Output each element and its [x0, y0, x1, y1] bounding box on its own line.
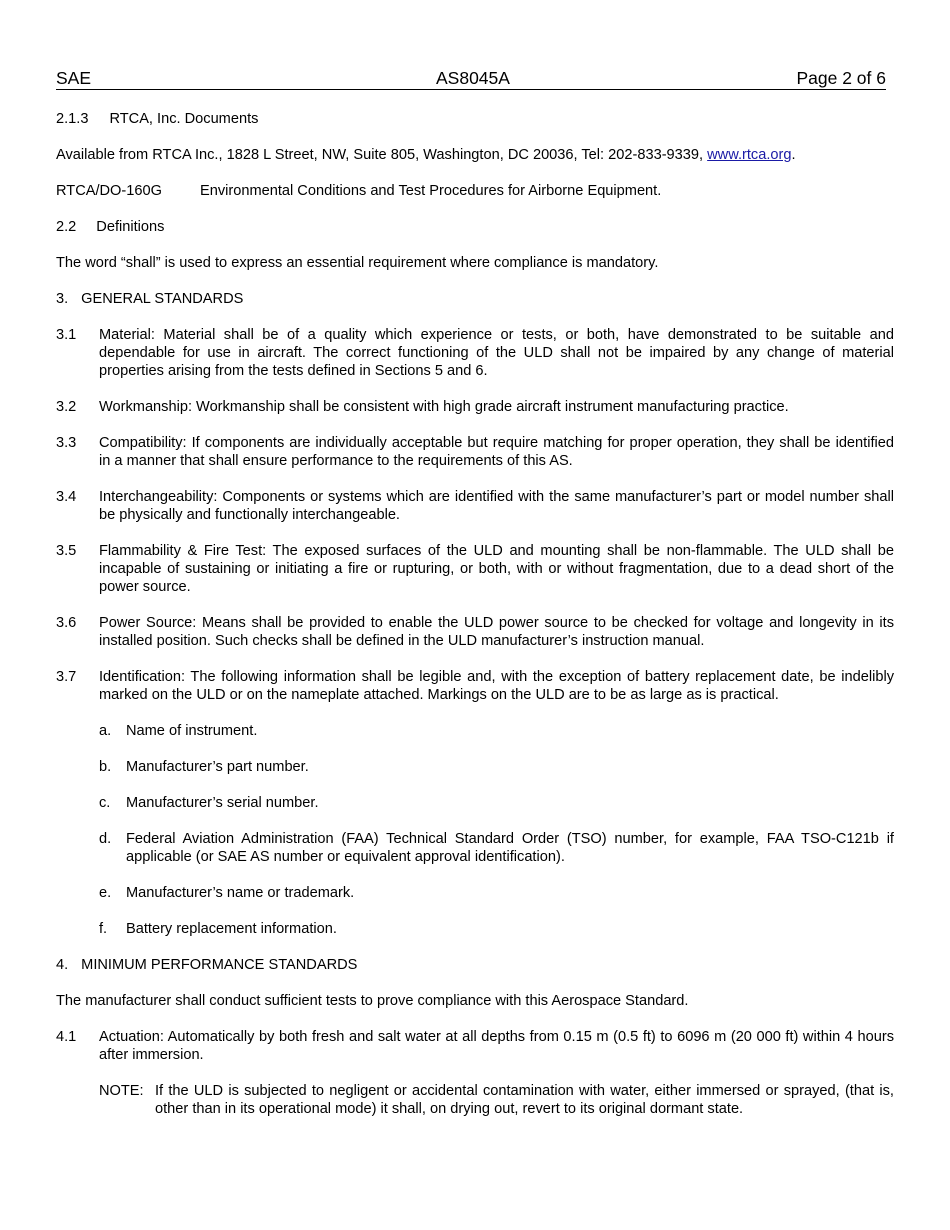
section-title: GENERAL STANDARDS [81, 291, 244, 307]
paragraph-3-4: 3.4 Interchangeability: Components or systems which are identified with the same manufacturer’s part or model number shall be physically and functionally interchangeable. [56, 489, 894, 523]
paragraph-4-1: 4.1 Actuation: Automatically by both fresh and salt water at all depths from 0.15 m (0.5 ft) to 6096 m (20 000 ft) within 4 hours after immersion. [56, 1029, 894, 1063]
document-body [56, 110, 894, 1136]
section-number: 2.2 [56, 219, 77, 235]
reference-code: RTCA/DO-160G [56, 183, 162, 199]
section-number: 4. [56, 957, 69, 973]
list-item: d. Federal Aviation Administration (FAA) Technical Standard Order (TSO) number, for example, FAA TSO-C121b if applicable (or SAE AS number or equivalent approval identification). [99, 831, 894, 865]
header-doc-number: AS8045A [436, 68, 510, 88]
paragraph-3-1: 3.1 Material: Material shall be of a quality which experience or tests, or both, have demonstrated to be suitable and dependable for use in aircraft. The correct functioning of the ULD shall not be impaired by any change of material properties arising from the tests defined in Sections 5 and 6. [56, 327, 894, 379]
reference-entry [56, 182, 894, 200]
section-4-intro: The manufacturer shall conduct sufficient tests to prove compliance with this Aerospace Standard. [56, 993, 689, 1009]
shall-definition: The word “shall” is used to express an essential requirement where compliance is mandatory. [56, 255, 659, 271]
list-item: f. Battery replacement information. [99, 921, 337, 937]
section-4-heading [56, 956, 894, 974]
header-page-number: Page 2 of 6 [796, 68, 886, 88]
paragraph-3-7: 3.7 Identification: The following information shall be legible and, with the exception of battery replacement date, be indelibly marked on the ULD or on the nameplate attached. Markings on the ULD are to be as large as is practical. [56, 669, 894, 703]
section-3-heading [56, 290, 894, 308]
section-number: 2.1.3 [56, 111, 89, 127]
list-item: b. Manufacturer’s part number. [99, 759, 309, 775]
page-header [56, 68, 886, 90]
section-title: MINIMUM PERFORMANCE STANDARDS [81, 957, 358, 973]
note [99, 1082, 894, 1118]
section-title: Definitions [96, 219, 165, 235]
rtca-availability: Available from RTCA Inc., 1828 L Street, NW, Suite 805, Washington, DC 20036, Tel: 202-833-9339, www.rtca.org. [56, 147, 796, 163]
paragraph-3-6: 3.6 Power Source: Means shall be provided to enable the ULD power source to be checked for voltage and longevity in its installed position. Such checks shall be defined in the ULD manufacturer’s instruction manual. [56, 615, 894, 649]
paragraph-3-3: 3.3 Compatibility: If components are individually acceptable but require matching for proper operation, they shall be identified in a manner that shall ensure performance to the requirements of this AS. [56, 435, 894, 469]
section-2-2-heading [56, 218, 894, 236]
note-label: NOTE: [99, 1083, 144, 1099]
list-item: e. Manufacturer’s name or trademark. [99, 885, 355, 901]
header-org: SAE [56, 68, 92, 88]
paragraph-3-2: 3.2 Workmanship: Workmanship shall be consistent with high grade aircraft instrument manufacturing practice. [56, 399, 789, 415]
list-item: a. Name of instrument. [99, 723, 258, 739]
note-text: If the ULD is subjected to negligent or accidental contamination with water, either immersed or sprayed, (that is, other than in its operational mode) it shall, on drying out, revert to its original dormant state. [155, 1083, 894, 1117]
rtca-text: Available from RTCA Inc., 1828 L Street, NW, Suite 805, Washington, DC 20036, Tel: 202-833-9339, [56, 147, 708, 163]
rtca-link[interactable]: www.rtca.org [707, 147, 792, 163]
section-2-1-3-heading [56, 110, 894, 128]
section-title: RTCA, Inc. Documents [109, 111, 259, 127]
section-number: 3. [56, 291, 69, 307]
paragraph-3-5: 3.5 Flammability & Fire Test: The exposed surfaces of the ULD and mounting shall be non-flammable. The ULD shall be incapable of sustaining or initiating a fire or rupturing, or both, with or without fragmentation, due to a dead short of the power source. [56, 543, 894, 595]
list-item: c. Manufacturer’s serial number. [99, 795, 319, 811]
reference-title: Environmental Conditions and Test Procedures for Airborne Equipment. [199, 183, 662, 199]
